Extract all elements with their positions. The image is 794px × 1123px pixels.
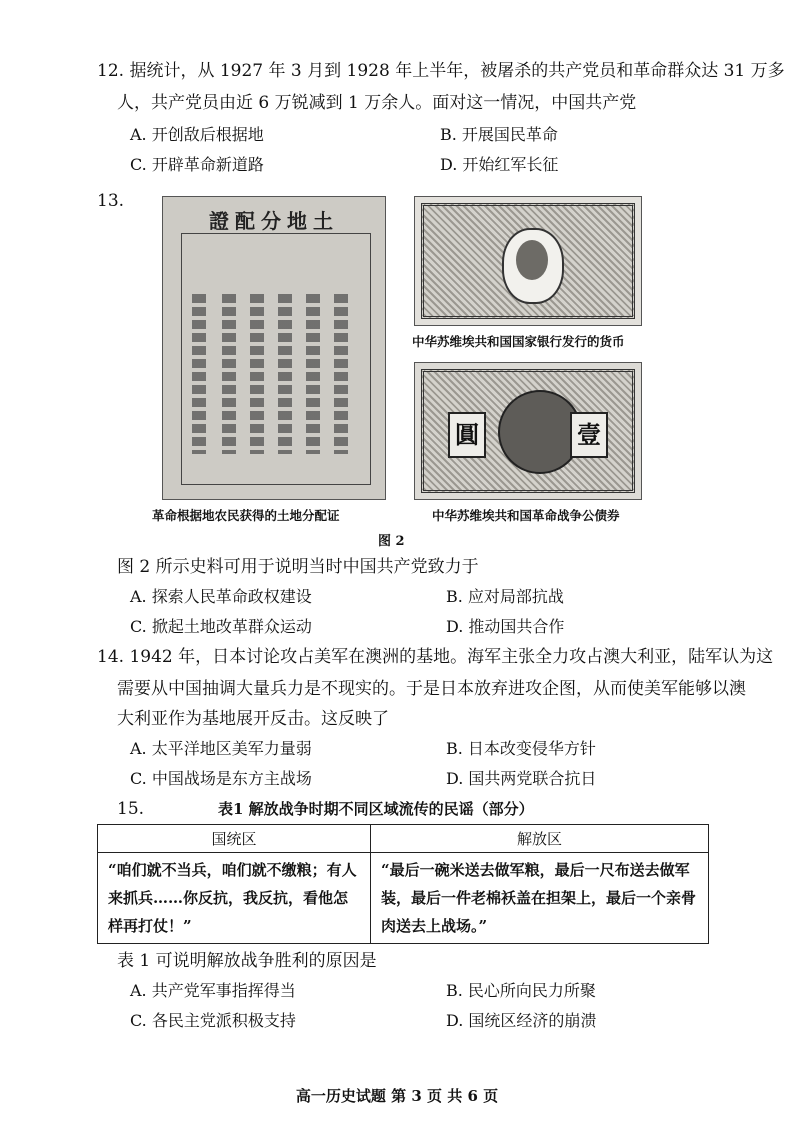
q12-option-d: D. 开始红军长征	[440, 155, 559, 174]
q15-option-c: C. 各民主党派积极支持	[130, 1011, 296, 1030]
table-cell-liberated-area: “最后一碗米送去做军粮，最后一尺布送去做军装，最后一件老棉袄盖在担架上，最后一个亲骨肉送去上战场。”	[371, 853, 709, 944]
q13-number: 13.	[97, 191, 125, 211]
q13-option-b: B. 应对局部抗战	[446, 587, 564, 606]
q12-option-c: C. 开辟革命新道路	[130, 155, 264, 174]
face-icon	[516, 240, 548, 280]
q12-stem-line-1: 12. 据统计，从 1927 年 3 月到 1928 年上半年，被屠杀的共产党员和革命群众达 31 万多	[97, 61, 785, 81]
q12-stem-line-2: 人，共产党员由近 6 万锐减到 1 万余人。面对这一情况，中国共产党	[117, 93, 637, 113]
table-header-row	[98, 825, 709, 853]
q15-option-a: A. 共产党军事指挥得当	[130, 981, 296, 1000]
certificate-frame	[181, 233, 371, 485]
table-row	[98, 853, 709, 944]
bond-right-character: 壹	[570, 412, 608, 458]
table-cell-kmt-area: “咱们就不当兵，咱们就不缴粮；有人来抓兵……你反抗，我反抗，看他怎样再打仗！”	[98, 853, 371, 944]
certificate-caption: 革命根据地农民获得的土地分配证	[152, 508, 340, 523]
certificate-text-column	[334, 294, 348, 454]
q14-stem-line-3: 大利亚作为基地展开反击。这反映了	[117, 709, 389, 729]
q13-option-c: C. 掀起土地改革群众运动	[130, 617, 312, 636]
q13-option-a: A. 探索人民革命政权建设	[130, 587, 312, 606]
certificate-title: 證配分地土	[209, 209, 339, 233]
certificate-text-column	[192, 294, 206, 454]
certificate-text-column	[306, 294, 320, 454]
certificate-text-column	[250, 294, 264, 454]
certificate-text-column	[222, 294, 236, 454]
q12-option-a: A. 开创敌后根据地	[130, 125, 264, 144]
banknote-frame	[421, 203, 635, 319]
currency-caption: 中华苏维埃共和国国家银行发行的货币	[412, 334, 625, 349]
table-header-kmt-area: 国统区	[98, 825, 371, 853]
certificate-text-column	[278, 294, 292, 454]
q14-option-c: C. 中国战场是东方主战场	[130, 769, 312, 788]
table-title: 表1 解放战争时期不同区域流传的民谣（部分）	[218, 800, 534, 818]
table-header-liberated-area: 解放区	[371, 825, 709, 853]
bond-frame	[421, 369, 635, 493]
q13-option-d: D. 推动国共合作	[446, 617, 565, 636]
war-bond-image	[414, 362, 642, 500]
q14-option-d: D. 国共两党联合抗日	[446, 769, 597, 788]
q15-option-d: D. 国统区经济的崩溃	[446, 1011, 597, 1030]
q14-option-a: A. 太平洋地区美军力量弱	[130, 739, 312, 758]
q15-option-b: B. 民心所向民力所聚	[446, 981, 596, 1000]
bond-caption: 中华苏维埃共和国革命战争公债券	[432, 508, 620, 523]
q14-stem-line-1: 14. 1942 年，日本讨论攻占美军在澳洲的基地。海军主张全力攻占澳大利亚，陆军认为这	[97, 647, 774, 667]
q15-number: 15.	[117, 799, 145, 819]
land-certificate-image	[162, 196, 386, 500]
soviet-banknote-image	[414, 196, 642, 326]
q13-stem: 图 2 所示史料可用于说明当时中国共产党致力于	[117, 557, 479, 577]
bond-left-character: 圓	[448, 412, 486, 458]
folk-song-table	[97, 824, 709, 944]
figure-label: 图 2	[378, 534, 405, 549]
q15-stem: 表 1 可说明解放战争胜利的原因是	[117, 951, 377, 971]
q12-option-b: B. 开展国民革命	[440, 125, 558, 144]
portrait-icon	[502, 228, 564, 304]
q14-stem-line-2: 需要从中国抽调大量兵力是不现实的。于是日本放弃进攻企图，从而使美军能够以澳	[117, 679, 746, 699]
page-footer: 高一历史试题 第 3 页 共 6 页	[295, 1087, 499, 1105]
q14-option-b: B. 日本改变侵华方针	[446, 739, 596, 758]
